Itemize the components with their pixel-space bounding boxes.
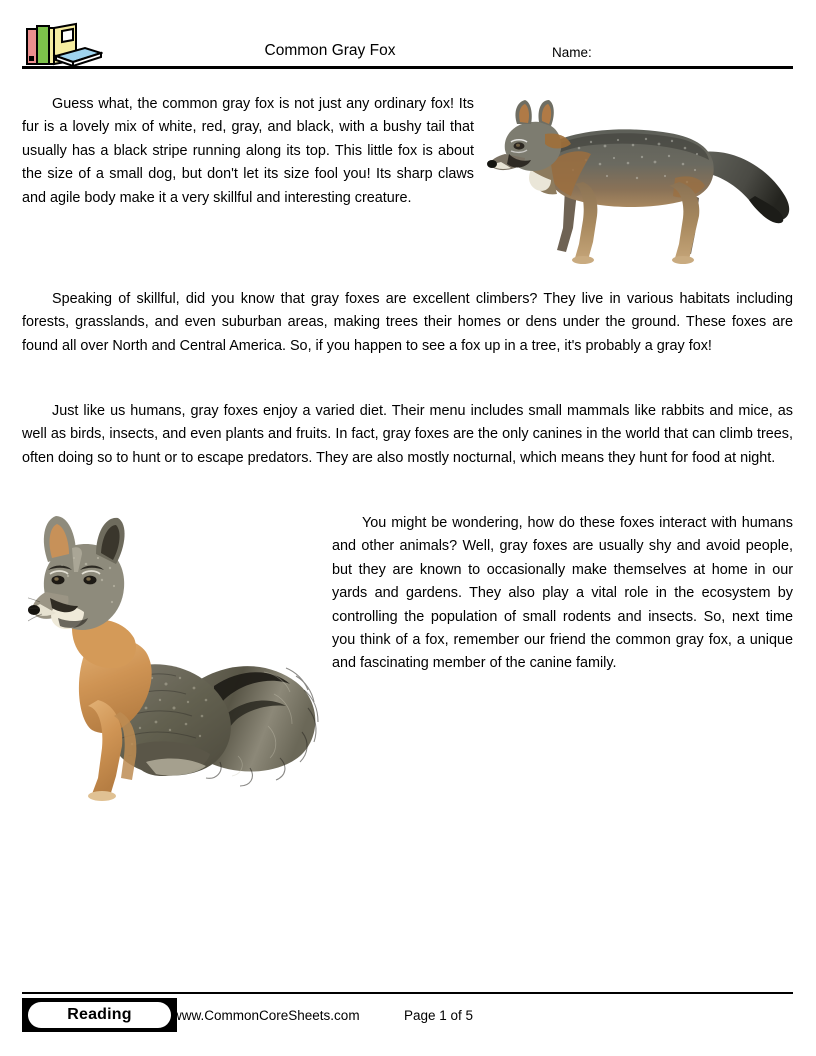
passage-paragraph-4: You might be wondering, how do these foxes interact with humans and other animals? Well, gray foxes are usually shy and avoid people, but they are known to occasionally make themselves at home in our yards and gardens. They also play a vital role in the ecosystem by controlling the population of small rodents and insects. So, next time you think of a fox, remember our friend the common gray fox, a unique and fascinating member of the canine family. <box>332 515 793 672</box>
standing-gray-fox-photo <box>487 92 807 270</box>
page-number: Page 1 of 5 <box>404 1008 474 1023</box>
passage-paragraph-2: Speaking of skillful, did you know that gray foxes are excellent climbers? They live in various habitats including forests, grasslands, and even suburban areas, making trees their homes or dens under the ground. These foxes are found all over North and Central America. So, if you happen to see a fox up in a tree, it's probably a gray fox! <box>22 291 793 354</box>
subject-badge-label: Reading <box>28 1002 171 1028</box>
page-footer <box>0 985 816 1045</box>
site-url: www.CommonCoreSheets.com <box>172 1008 360 1023</box>
header-divider <box>22 66 793 69</box>
page-header <box>0 0 816 72</box>
student-name-label: Name: <box>552 45 592 60</box>
passage-paragraph-1: Guess what, the common gray fox is not just any ordinary fox! Its fur is a lovely mix of white, red, gray, and black, with a bushy tail that usually has a black stripe running along its top. This little fox is about the size of a small dog, but don't let its size fool you! Its sharp claws and agile body make it a very skillful and interesting creature. <box>22 96 474 206</box>
sitting-gray-fox-photo <box>28 510 328 806</box>
subject-badge <box>22 998 177 1032</box>
passage-paragraph-3: Just like us humans, gray foxes enjoy a varied diet. Their menu includes small mammals like rabbits and mice, as well as birds, insects, and even plants and fruits. In fact, gray foxes are the only canines in the world that can climb trees, often doing so to hunt or to escape predators. They are also mostly nocturnal, which means they hunt for food at night. <box>22 403 793 466</box>
stack-of-books-icon <box>21 22 103 68</box>
footer-divider <box>22 992 793 994</box>
worksheet-title: Common Gray Fox <box>264 42 396 59</box>
